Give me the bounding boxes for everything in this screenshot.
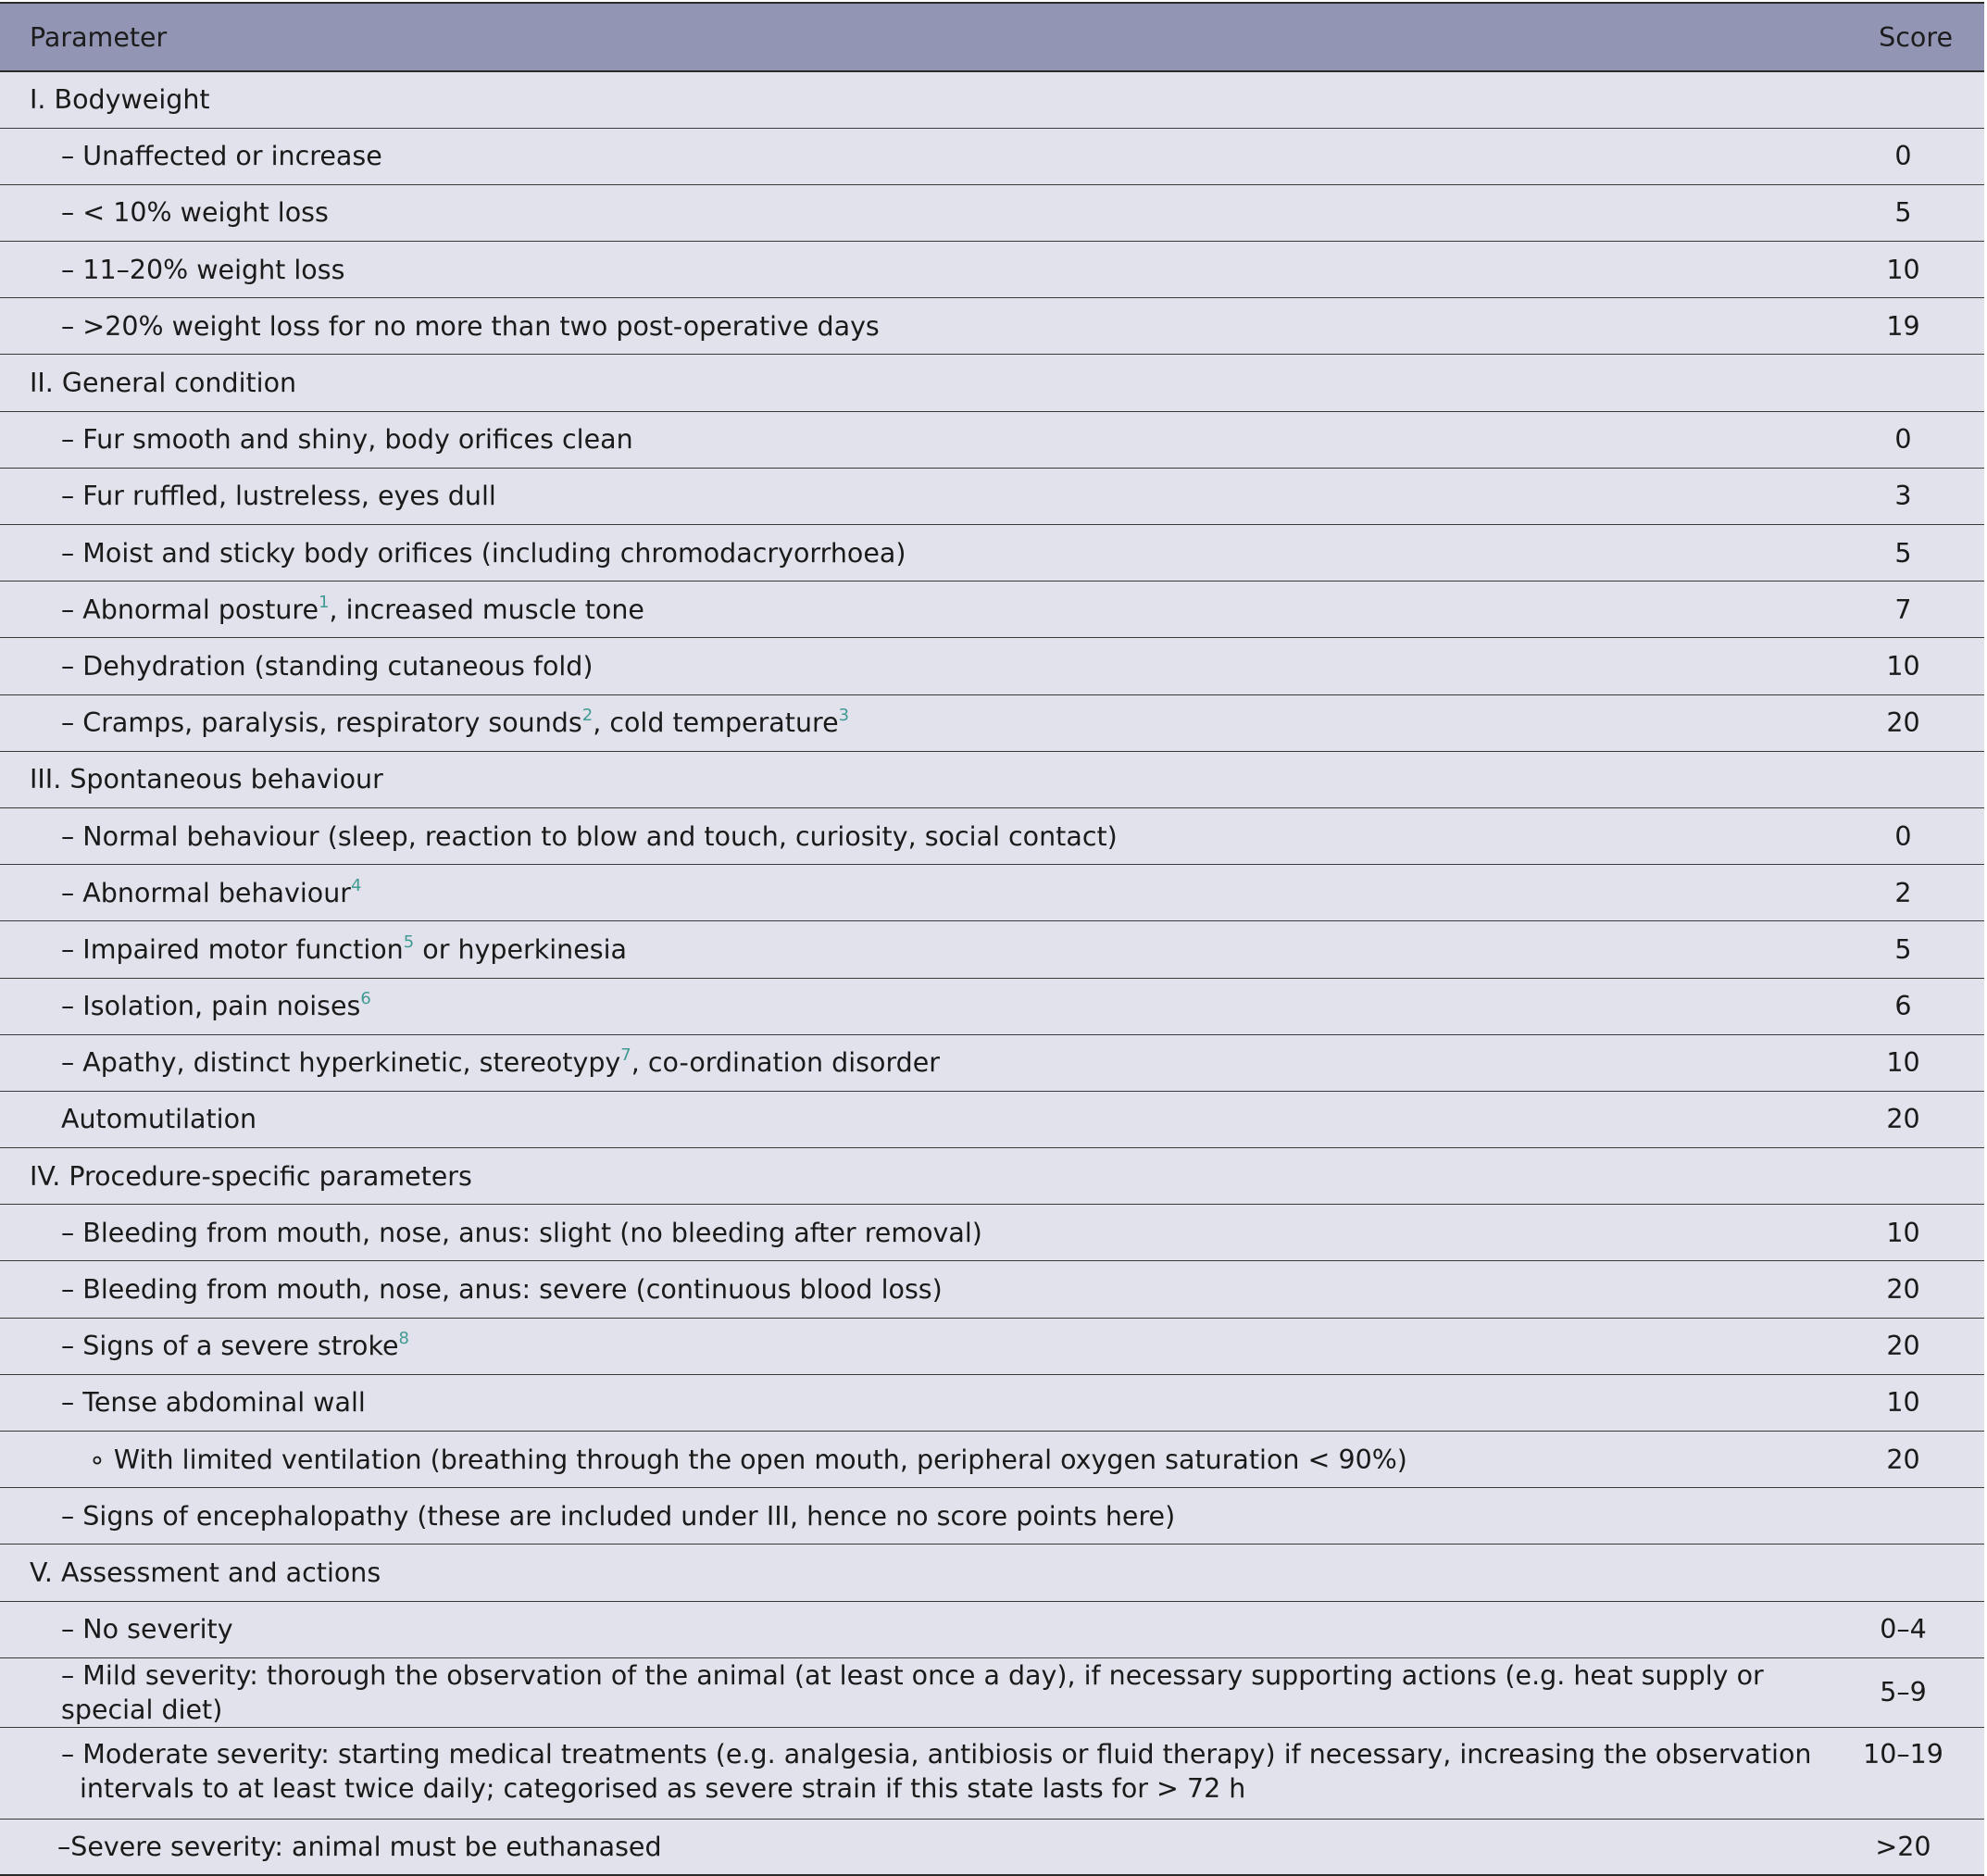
parameter-text: – Moist and sticky body orifices (including chromodacryorrhoea) xyxy=(61,537,906,569)
footnote-marker: 1 xyxy=(319,592,330,612)
section-row xyxy=(0,751,1984,807)
parameter-text: – Signs of a severe stroke xyxy=(61,1331,399,1362)
table-row xyxy=(0,694,1984,751)
table-row xyxy=(0,298,1984,355)
parameter-cell xyxy=(0,242,1824,298)
score-cell: 10 xyxy=(1824,242,1984,298)
parameter-cell xyxy=(0,1657,1824,1727)
score-cell: 5 xyxy=(1824,184,1984,241)
score-cell: 10 xyxy=(1824,1205,1984,1261)
table-row xyxy=(0,1318,1984,1374)
table-row xyxy=(0,807,1984,864)
score-cell: 20 xyxy=(1824,1318,1984,1374)
parameter-text: – Cramps, paralysis, respiratory sounds xyxy=(61,707,582,739)
parameter-text: – Dehydration (standing cutaneous fold) xyxy=(61,650,594,682)
table-row xyxy=(0,1034,1984,1091)
table-row xyxy=(0,242,1984,298)
score-cell: 10 xyxy=(1824,638,1984,694)
score-cell: 7 xyxy=(1824,582,1984,638)
table-row xyxy=(0,638,1984,694)
table-row xyxy=(0,921,1984,978)
section-row xyxy=(0,71,1984,128)
section-title xyxy=(0,1545,1824,1601)
parameter-cell xyxy=(0,1601,1824,1657)
footnote-marker: 4 xyxy=(350,875,362,895)
parameter-text: – < 10% weight loss xyxy=(61,197,329,229)
table-row xyxy=(0,525,1984,582)
footnote-marker: 6 xyxy=(360,989,371,1009)
parameter-text: – >20% weight loss for no more than two post-operative days xyxy=(61,310,880,342)
parameter-cell xyxy=(0,1488,1824,1545)
table-row xyxy=(0,582,1984,638)
parameter-text: – Signs of encephalopathy (these are included under III, hence no score points here) xyxy=(61,1500,1176,1532)
parameter-cell xyxy=(0,1374,1824,1431)
parameter-text: ∘ With limited ventilation (breathing through the open mouth, peripheral oxygen saturation < 90%) xyxy=(89,1444,1407,1475)
table-row xyxy=(0,184,1984,241)
score-sheet-table xyxy=(0,2,1984,1876)
parameter-cell xyxy=(0,978,1824,1034)
parameter-text: – No severity xyxy=(61,1614,233,1645)
section-title xyxy=(0,355,1824,411)
parameter-text: IV. Procedure-specific parameters xyxy=(30,1160,472,1192)
parameter-text: – 11–20% weight loss xyxy=(61,254,345,285)
table-row xyxy=(0,1432,1984,1488)
section-title xyxy=(0,71,1824,128)
parameter-text: – Unaffected or increase xyxy=(61,141,382,172)
parameter-cell xyxy=(0,1819,1824,1875)
table-row xyxy=(0,1727,1984,1819)
table-row xyxy=(0,1374,1984,1431)
table-row xyxy=(0,1601,1984,1657)
parameter-cell xyxy=(0,411,1824,468)
table-row xyxy=(0,978,1984,1034)
parameter-text: – Abnormal posture xyxy=(61,594,319,625)
parameter-cell xyxy=(0,184,1824,241)
score-cell: 0 xyxy=(1824,807,1984,864)
parameter-cell xyxy=(0,582,1824,638)
table-row xyxy=(0,128,1984,184)
parameter-cell xyxy=(0,1318,1824,1374)
score-cell: 10 xyxy=(1824,1374,1984,1431)
table-header-row xyxy=(0,3,1984,71)
header-parameter: Parameter xyxy=(0,3,1824,71)
score-cell: 0 xyxy=(1824,128,1984,184)
parameter-text: , increased muscle tone xyxy=(329,594,644,625)
parameter-cell xyxy=(0,1034,1824,1091)
table-row xyxy=(0,1657,1984,1727)
footnote-marker: 7 xyxy=(620,1045,631,1066)
score-cell: 5 xyxy=(1824,525,1984,582)
table-row xyxy=(0,1488,1984,1545)
parameter-text: V. Assessment and actions xyxy=(30,1557,381,1588)
parameter-text: – Fur smooth and shiny, body orifices clean xyxy=(61,424,633,456)
score-sheet-table-container xyxy=(0,2,1984,1876)
header-score: Score xyxy=(1824,3,1984,71)
score-cell: 19 xyxy=(1824,298,1984,355)
table-row xyxy=(0,1205,1984,1261)
section-row xyxy=(0,355,1984,411)
score-cell xyxy=(1824,355,1984,411)
score-cell xyxy=(1824,751,1984,807)
footnote-marker: 5 xyxy=(403,932,415,952)
score-cell: 0 xyxy=(1824,411,1984,468)
parameter-text: – Normal behaviour (sleep, reaction to blow and touch, curiosity, social contact) xyxy=(61,820,1118,852)
parameter-text: – Apathy, distinct hyperkinetic, stereotypy xyxy=(61,1047,621,1079)
parameter-cell xyxy=(0,298,1824,355)
score-cell: >20 xyxy=(1824,1819,1984,1875)
score-cell: 0–4 xyxy=(1824,1601,1984,1657)
parameter-text: , co-ordination disorder xyxy=(631,1047,941,1079)
parameter-cell xyxy=(0,468,1824,524)
table-row xyxy=(0,1819,1984,1875)
section-title xyxy=(0,751,1824,807)
parameter-text: I. Bodyweight xyxy=(30,84,210,116)
section-title xyxy=(0,1148,1824,1205)
parameter-cell xyxy=(0,1205,1824,1261)
score-cell: 2 xyxy=(1824,865,1984,921)
parameter-text: – Isolation, pain noises xyxy=(61,991,361,1022)
parameter-cell xyxy=(0,638,1824,694)
parameter-cell xyxy=(0,694,1824,751)
footnote-marker: 3 xyxy=(838,706,850,726)
score-cell: 6 xyxy=(1824,978,1984,1034)
score-cell: 20 xyxy=(1824,694,1984,751)
score-cell: 10 xyxy=(1824,1034,1984,1091)
score-cell: 10–19 xyxy=(1824,1727,1984,1819)
table-row xyxy=(0,468,1984,524)
parameter-text: – Abnormal behaviour xyxy=(61,877,351,908)
parameter-text: – Tense abdominal wall xyxy=(61,1387,366,1419)
table-row xyxy=(0,411,1984,468)
section-row xyxy=(0,1148,1984,1205)
score-cell: 20 xyxy=(1824,1432,1984,1488)
parameter-text: – Bleeding from mouth, nose, anus: severe (continuous blood loss) xyxy=(61,1274,943,1306)
parameter-cell xyxy=(0,1727,1824,1819)
table-row xyxy=(0,1091,1984,1147)
parameter-text: III. Spontaneous behaviour xyxy=(30,764,383,795)
score-cell: 5 xyxy=(1824,921,1984,978)
table-row xyxy=(0,865,1984,921)
score-cell xyxy=(1824,1545,1984,1601)
table-row xyxy=(0,1261,1984,1318)
score-cell xyxy=(1824,1148,1984,1205)
score-cell: 5–9 xyxy=(1824,1657,1984,1727)
table-body xyxy=(0,71,1984,1875)
parameter-cell xyxy=(0,1432,1824,1488)
score-cell xyxy=(1824,1488,1984,1545)
section-row xyxy=(0,1545,1984,1601)
footnote-marker: 2 xyxy=(581,706,594,726)
parameter-cell xyxy=(0,807,1824,864)
parameter-cell xyxy=(0,921,1824,978)
score-cell: 20 xyxy=(1824,1261,1984,1318)
parameter-text: – Fur ruffled, lustreless, eyes dull xyxy=(61,481,496,512)
parameter-text: , cold temperature xyxy=(593,707,839,739)
score-cell: 3 xyxy=(1824,468,1984,524)
parameter-cell xyxy=(0,128,1824,184)
parameter-text: Automutilation xyxy=(61,1104,257,1135)
parameter-cell xyxy=(0,1091,1824,1147)
parameter-text: – Bleeding from mouth, nose, anus: slight (no bleeding after removal) xyxy=(61,1217,982,1248)
parameter-text: or hyperkinesia xyxy=(414,933,627,965)
parameter-text: –Severe severity: animal must be euthanased xyxy=(57,1832,662,1863)
footnote-marker: 8 xyxy=(398,1329,409,1349)
score-cell xyxy=(1824,71,1984,128)
parameter-text: II. General condition xyxy=(30,368,297,399)
parameter-cell xyxy=(0,865,1824,921)
parameter-text: – Moderate severity: starting medical treatments (e.g. analgesia, antibiosis or fluid therapy) if necessary, increasing the observation intervals to at least twice daily; categorised as severe strain if this state lasts for > 72 h xyxy=(61,1738,1812,1804)
parameter-cell xyxy=(0,525,1824,582)
parameter-text: – Impaired motor function xyxy=(61,933,404,965)
parameter-text: – Mild severity: thorough the observation of the animal (at least once a day), if necessary supporting actions (e.g. heat supply or special diet) xyxy=(61,1659,1764,1725)
parameter-cell xyxy=(0,1261,1824,1318)
score-cell: 20 xyxy=(1824,1091,1984,1147)
